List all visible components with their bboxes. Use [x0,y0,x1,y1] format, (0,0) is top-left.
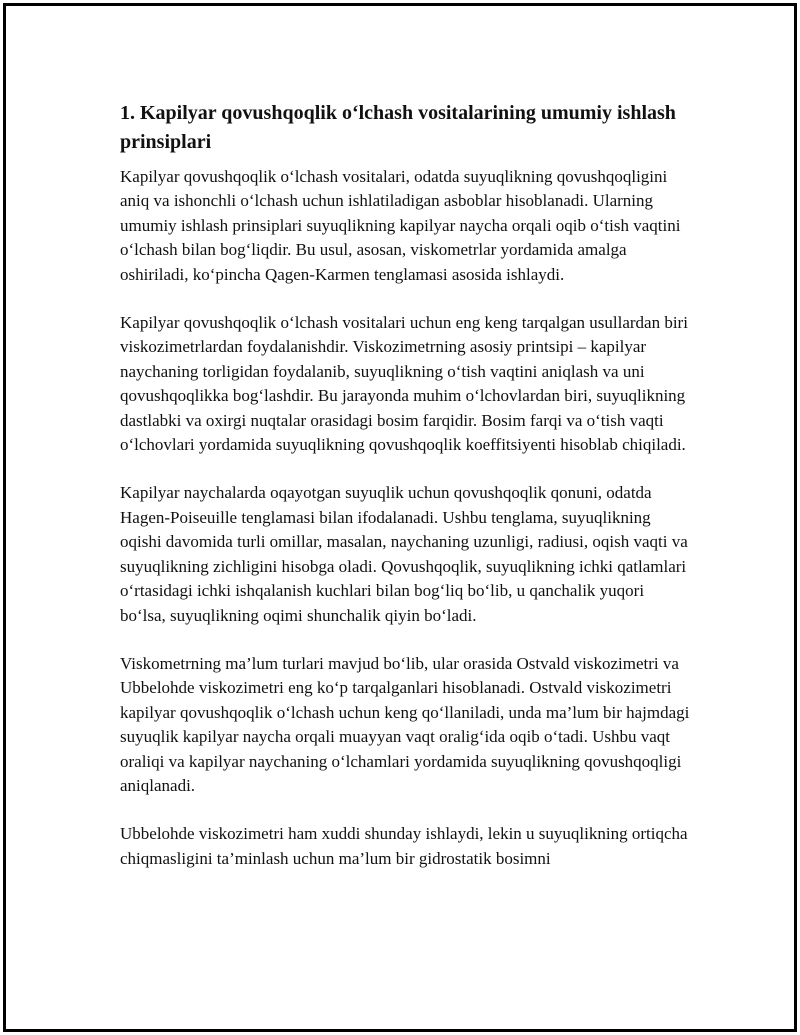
paragraph-3: Kapilyar naychalarda oqayotgan suyuqlik uchun qovushqoqlik qonuni, odatda Hagen-Poiseuille tenglamasi bilan ifodalanadi. Ushbu tenglama, suyuqlikning oqishi davomida turli omillar, masalan, naychaning uzunligi, radiusi, oqish vaqti va suyuqlikning zichligini hisobga oladi. Qovushqoqlik, suyuqlikning ichki qatlamlari o‘rtasidagi ichki ishqalanish kuchlari bilan bog‘liq bo‘lib, u qanchalik yuqori bo‘lsa, suyuqlikning oqimi shunchalik qiyin bo‘ladi. [120,483,688,625]
document-body [120,99,690,895]
paragraph-5: Ubbelohde viskozimetri ham xuddi shunday ishlaydi, lekin u suyuqlikning ortiqcha chiqmasligini ta’minlash uchun ma’lum bir gidrostatik bosimni [120,824,688,868]
paragraph-2: Kapilyar qovushqoqlik o‘lchash vositalari uchun eng keng tarqalgan usullardan biri viskozimetrlardan foydalanishdir. Viskozimetrning asosiy printsipi – kapilyar naychaning torligidan foydalanib, suyuqlikning o‘tish vaqtini aniqlash va uni qovushqoqlikka bog‘lashdir. Bu jarayonda muhim o‘lchovlardan biri, suyuqlikning dastlabki va oxirgi nuqtalar orasidagi bosim farqidir. Bosim farqi va o‘tish vaqti o‘lchovlari yordamida suyuqlikning qovushqoqlik koeffitsiyenti hisoblab chiqiladi. [120,313,688,455]
paragraph-4: Viskometrning ma’lum turlari mavjud bo‘lib, ular orasida Ostvald viskozimetri va Ubbelohde viskozimetri eng ko‘p tarqalganlari hisoblanadi. Ostvald viskozimetri kapilyar qovushqoqlik o‘lchash uchun keng qo‘llaniladi, unda ma’lum bir hajmdagi suyuqlik kapilyar naycha orqali muayyan vaqt oralig‘ida oqib o‘tadi. Ushbu vaqt oraliqi va kapilyar naychaning o‘lchamlari yordamida suyuqlikning qovushqoqligi aniqlanadi. [120,653,690,795]
section-heading: 1. Kapilyar qovushqoqlik o‘lchash vositalarining umumiy ishlash prinsiplari [120,102,676,153]
document-page [3,3,797,1032]
paragraph-1: Kapilyar qovushqoqlik o‘lchash vositalari, odatda suyuqlikning qovushqoqligini aniq va ishonchli o‘lchash uchun ishlatiladigan asboblar hisoblanadi. Ularning umumiy ishlash prinsiplari suyuqlikning kapilyar naycha orqali oqib o‘tish vaqtini o‘lchash bilan bog‘liqdir. Bu usul, asosan, viskometrlar yordamida amalga oshiriladi, ko‘pincha Qagen-Karmen tenglamasi asosida ishlaydi. [120,167,681,284]
